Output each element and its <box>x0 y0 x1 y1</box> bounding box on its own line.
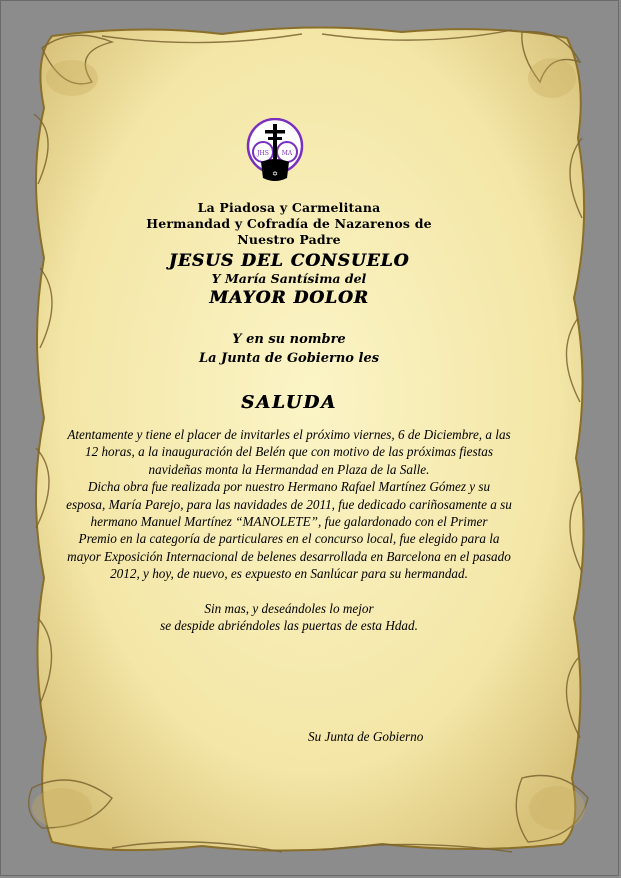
intro-line-1: Y en su nombre <box>232 332 346 347</box>
signature: Su Junta de Gobierno <box>308 729 424 744</box>
header-line-3: Nuestro Padre <box>237 232 341 247</box>
body-line: mayor Exposición Internacional de belenes desarrollada en Barcelona en el pasado <box>67 548 511 564</box>
body-line: navideñas monta la Hermandad en Plaza de la Salle. <box>148 461 430 477</box>
body-line: 12 horas, a la inauguración del Belén que con motivo de las próximas fiestas <box>84 444 494 460</box>
closing-line-2: se despide abriéndoles las puertas de esta Hdad. <box>160 618 418 634</box>
title-mayor-dolor: MAYOR DOLOR <box>209 288 369 308</box>
header-line-1: La Piadosa y Carmelitana <box>197 200 381 215</box>
greeting-saluda: SALUDA <box>241 392 337 413</box>
closing-line-1: Sin mas, y deseándoles lo mejor <box>204 600 374 616</box>
body-line: hermano Manuel Martínez “MANOLETE”, fue galardonado con el Primer <box>90 514 488 530</box>
header-line-5: Y María Santísima del <box>211 271 367 286</box>
title-jesus-del-consuelo: JESUS DEL CONSUELO <box>168 251 410 271</box>
emblem-right-letters: MA <box>281 150 293 157</box>
body-line: Atentamente y tiene el placer de invitarles el próximo viernes, 6 de Diciembre, a las <box>67 427 511 442</box>
emblem-left-letters: JHS <box>257 150 269 157</box>
svg-text:✡: ✡ <box>272 170 278 178</box>
invitation-body <box>22 426 556 634</box>
body-line: Premio en la categoría de particulares en el concurso local, fue elegido para la <box>78 531 500 547</box>
body-line: Dicha obra fue realizada por nuestro Hermano Rafael Martínez Gómez y su <box>87 479 491 495</box>
intro-line-2: La Junta de Gobierno les <box>198 351 380 366</box>
brotherhood-crest-icon <box>243 118 307 188</box>
header-line-2: Hermandad y Cofradía de Nazarenos de <box>146 216 432 231</box>
body-line: esposa, María Parejo, para las navidades de 2011, fue dedicado cariñosamente a su <box>66 496 512 512</box>
body-line: 2012, y hoy, de nuevo, es expuesto en Sanlúcar para su hermandad. <box>110 566 468 582</box>
letter-content <box>40 200 538 634</box>
